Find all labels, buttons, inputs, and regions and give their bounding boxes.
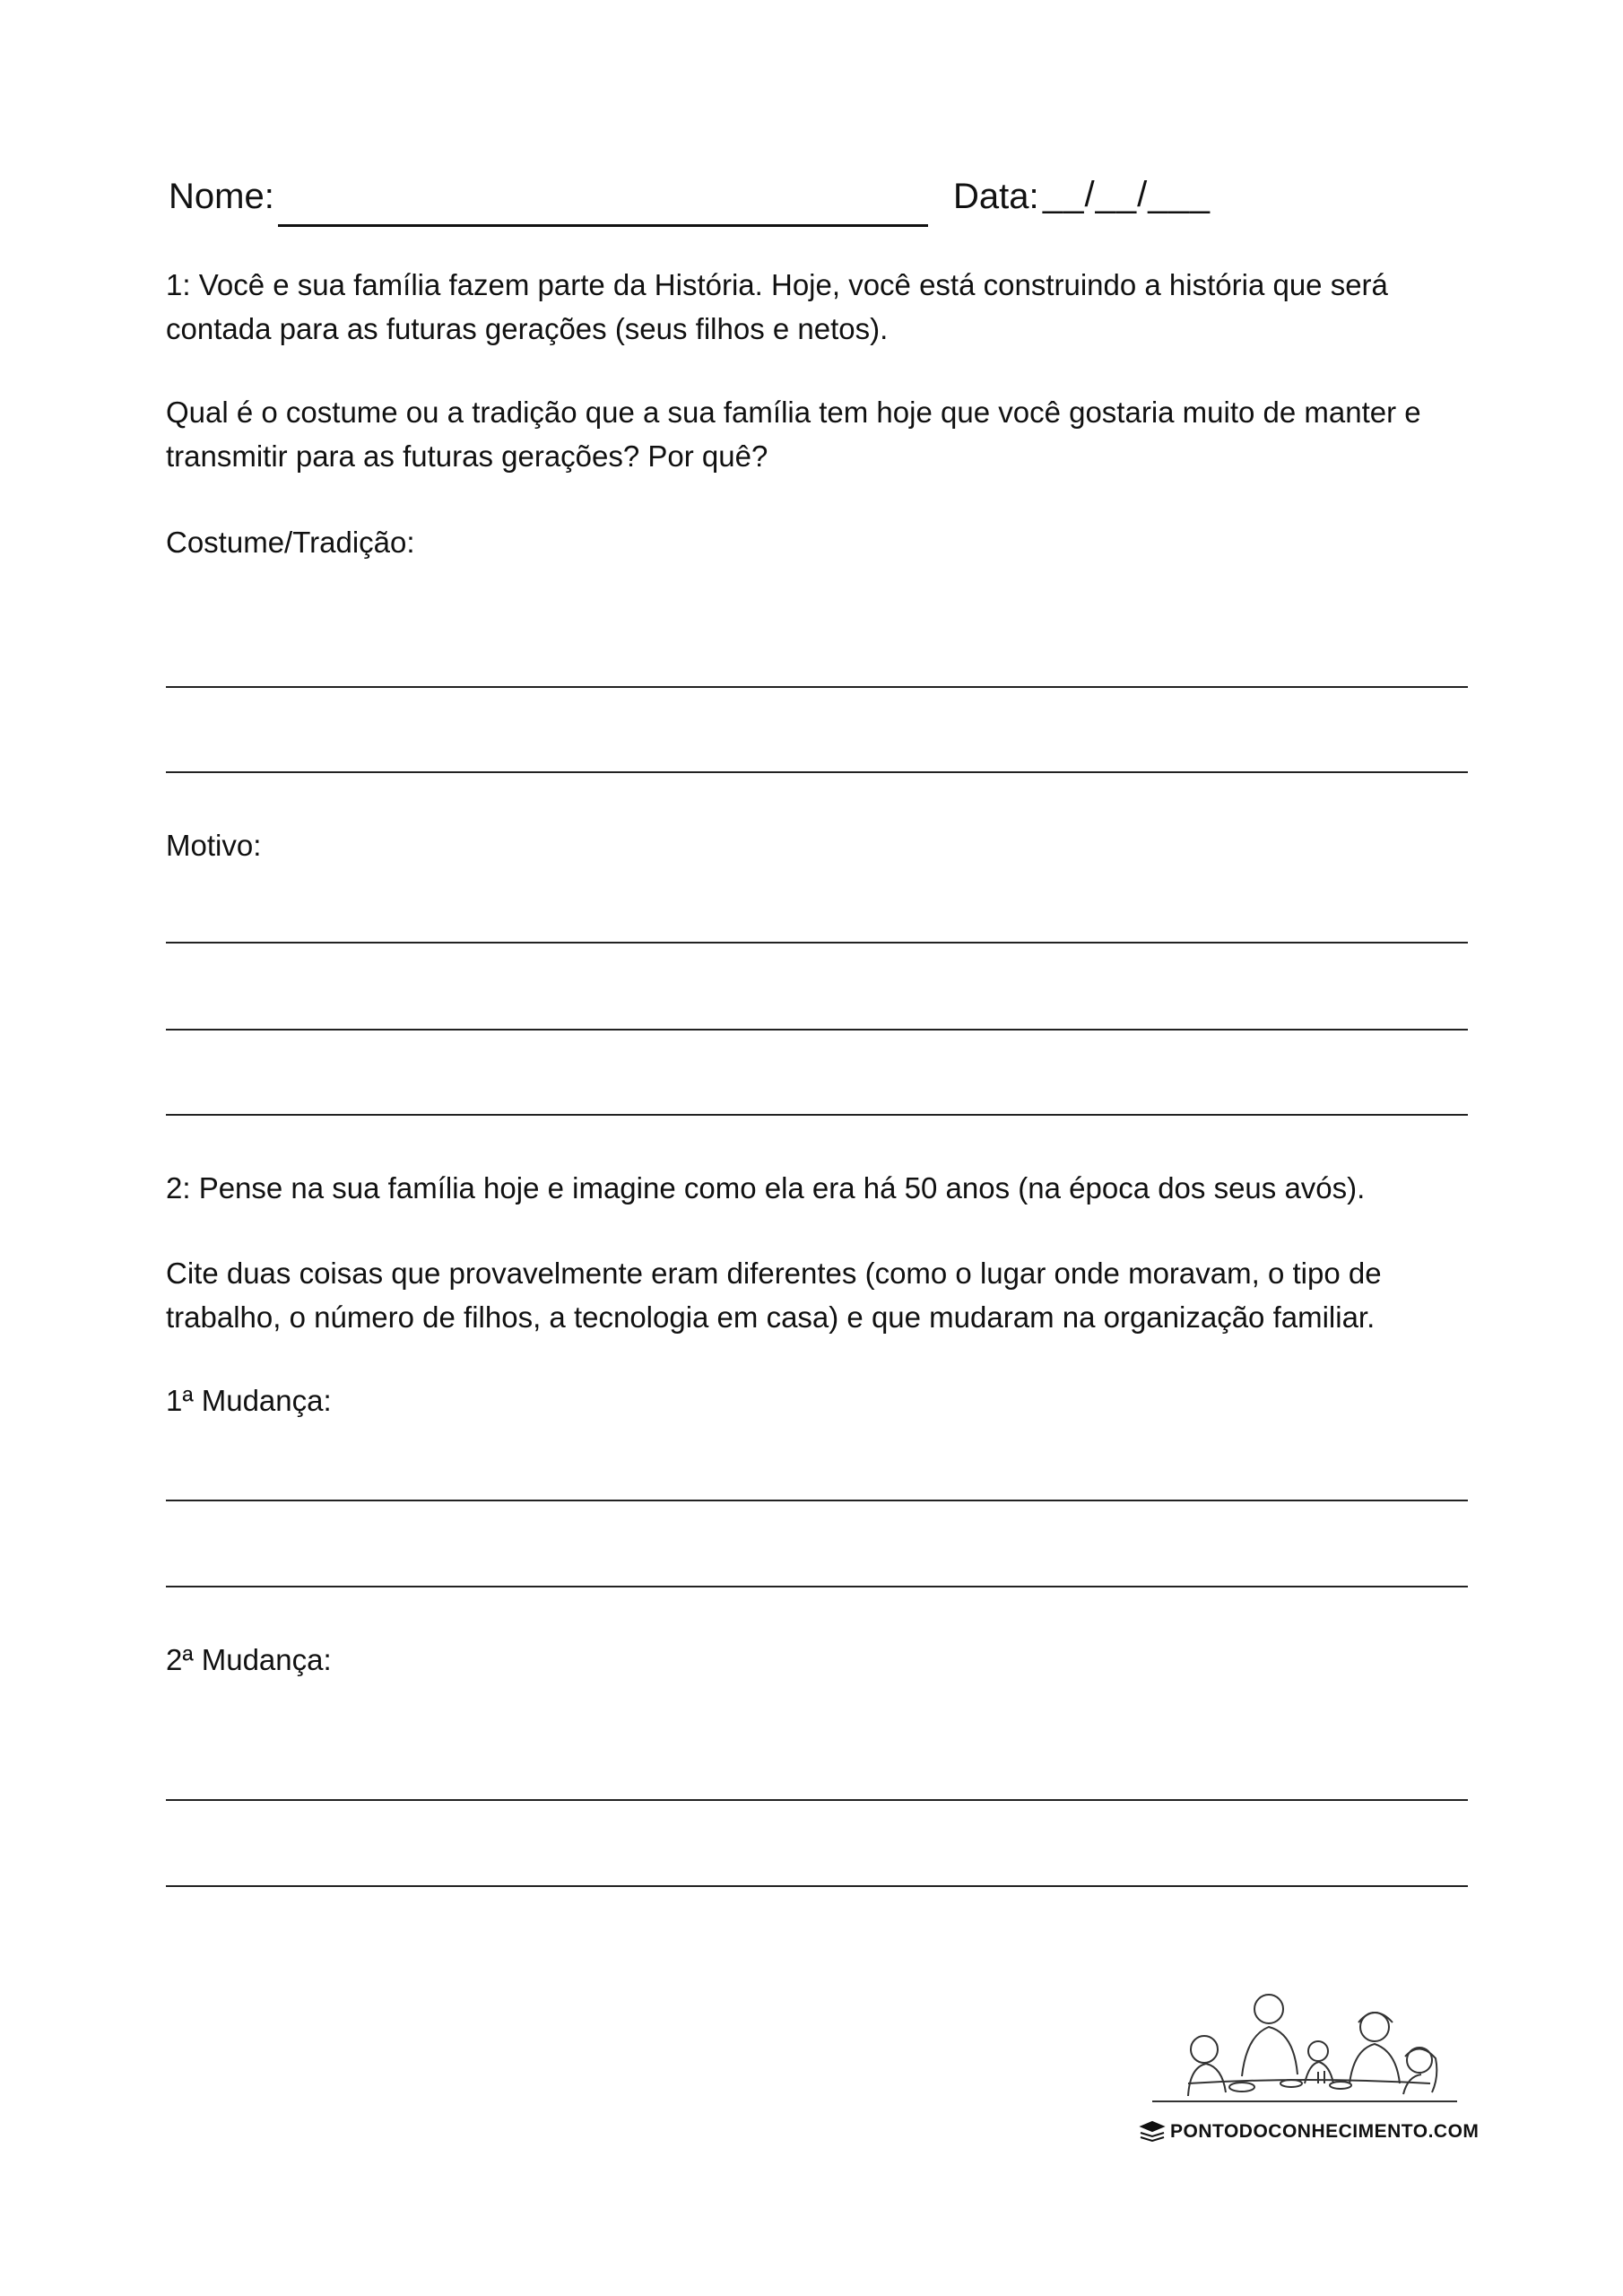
question2-prompt: Cite duas coisas que provavelmente eram diferentes (como o lugar onde moravam, o tipo de trabalho, o número de filhos, a tecnologia em casa) e que mudaram na organização familiar. (166, 1257, 1382, 1334)
custom-tradition-label: Costume/Tradição: (166, 526, 415, 559)
reason-answer-line-2[interactable] (166, 1029, 1468, 1031)
date-field[interactable]: __/__/___ (1043, 175, 1211, 214)
change1-answer-line-2[interactable] (166, 1586, 1468, 1587)
family-dinner-illustration (1134, 1978, 1475, 2121)
question1-prompt: Qual é o costume ou a tradição que a sua família tem hoje que você gostaria muito de manter e transmitir para as futuras gerações? Por quê? (166, 396, 1421, 473)
reason-label: Motivo: (166, 829, 262, 862)
graduation-book-icon (1138, 2119, 1167, 2143)
footer-logo (1134, 1978, 1480, 2157)
name-label: Nome: (169, 177, 274, 216)
custom-answer-line-1[interactable] (166, 686, 1468, 688)
name-field[interactable] (278, 224, 928, 227)
reason-answer-line-3[interactable] (166, 1114, 1468, 1116)
question2-intro: 2: Pense na sua família hoje e imagine como ela era há 50 anos (na época dos seus avós). (166, 1171, 1366, 1205)
change1-answer-line-1[interactable] (166, 1500, 1468, 1501)
reason-answer-line-1[interactable] (166, 942, 1468, 944)
change2-label: 2ª Mudança: (166, 1643, 332, 1676)
question1-intro: 1: Você e sua família fazem parte da História. Hoje, você está construindo a história que será contada para as futuras gerações (seus filhos e netos). (166, 268, 1388, 345)
date-label: Data: (953, 177, 1039, 216)
change2-answer-line-2[interactable] (166, 1885, 1468, 1887)
logo-text: PONTODOCONHECIMENTO.COM (1170, 2121, 1480, 2142)
change2-answer-line-1[interactable] (166, 1799, 1468, 1801)
custom-answer-line-2[interactable] (166, 771, 1468, 773)
change1-label: 1ª Mudança: (166, 1384, 332, 1417)
